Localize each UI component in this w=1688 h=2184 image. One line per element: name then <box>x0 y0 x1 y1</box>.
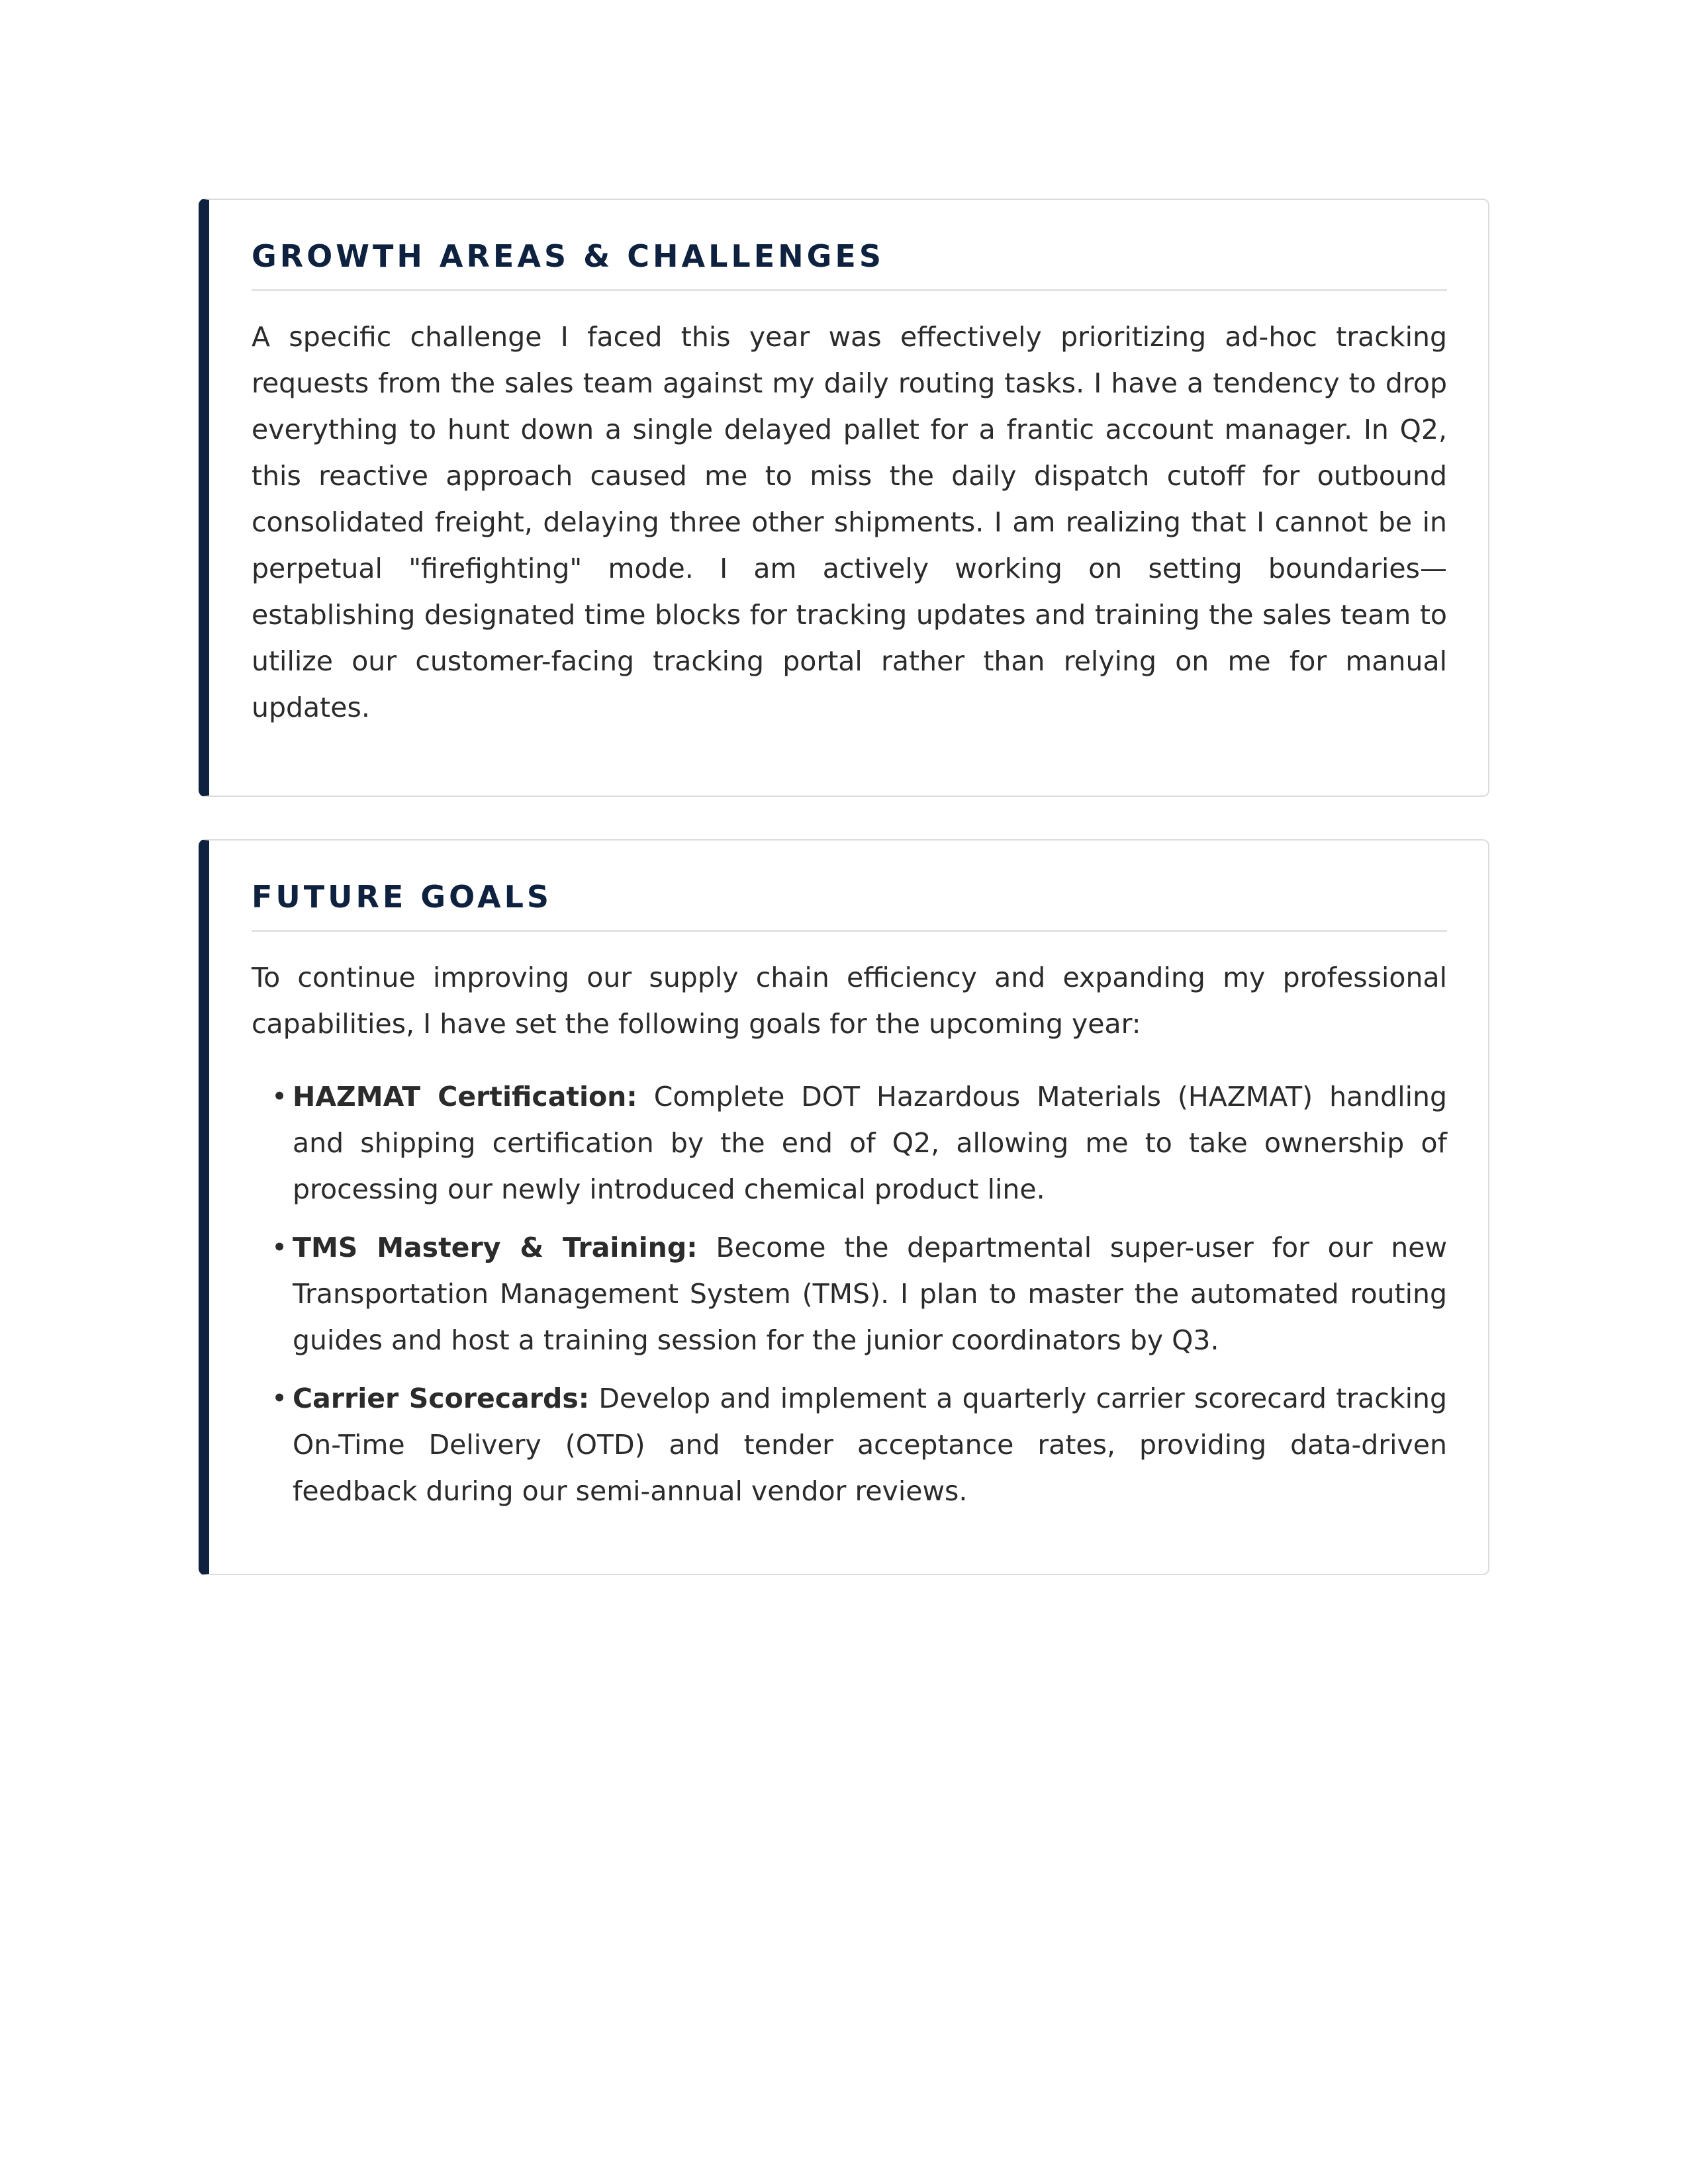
future-goals-heading: FUTURE GOALS <box>252 879 1447 932</box>
goal-text: Develop and implement a quarterly carrier scorecard tracking On-Time Delivery (OTD) and tender acceptance rates, providing data-driven feedback during our semi-annual vendor reviews. <box>293 1383 1447 1508</box>
bullet-icon: • <box>271 1383 288 1415</box>
goal-item-tms <box>271 1224 1447 1363</box>
growth-areas-heading: GROWTH AREAS & CHALLENGES <box>252 238 1447 291</box>
goal-item-hazmat <box>271 1073 1447 1212</box>
goal-label: TMS Mastery & Training: <box>293 1232 698 1264</box>
future-goals-section <box>199 839 1489 1575</box>
goal-text: Become the departmental super-user for our new Transportation Management System (TMS). I plan to master the automated routing guides and host a training session for the junior coordinators by Q3. <box>293 1232 1447 1357</box>
bullet-icon: • <box>271 1232 288 1264</box>
goal-item-carrier-scorecards <box>271 1375 1447 1514</box>
future-goals-intro: To continue improving our supply chain efficiency and expanding my professional capabilities, I have set the following goals for the upcoming year: <box>252 962 1447 1040</box>
goal-label: Carrier Scorecards: <box>293 1383 590 1415</box>
goal-label: HAZMAT Certification: <box>293 1081 637 1113</box>
growth-areas-section <box>199 199 1489 797</box>
growth-areas-paragraph: A specific challenge I faced this year was effectively prioritizing ad-hoc tracking requests from the sales team against my daily routing tasks. I have a tendency to drop everything to hunt down a single delayed pallet for a frantic account manager. In Q2, this reactive approach caused me to miss the daily dispatch cutoff for outbound consolidated freight, delaying three other shipments. I am realizing that I cannot be in perpetual "firefighting" mode. I am actively working on setting boundaries—establishing designated time blocks for tracking updates and training the sales team to utilize our customer-facing tracking portal rather than relying on me for manual updates. <box>252 321 1447 724</box>
goals-list <box>252 1073 1447 1514</box>
goal-text: Complete DOT Hazardous Materials (HAZMAT) handling and shipping certification by the end of Q2, allowing me to take ownership of processing our newly introduced chemical product line. <box>293 1081 1447 1206</box>
bullet-icon: • <box>271 1081 288 1113</box>
